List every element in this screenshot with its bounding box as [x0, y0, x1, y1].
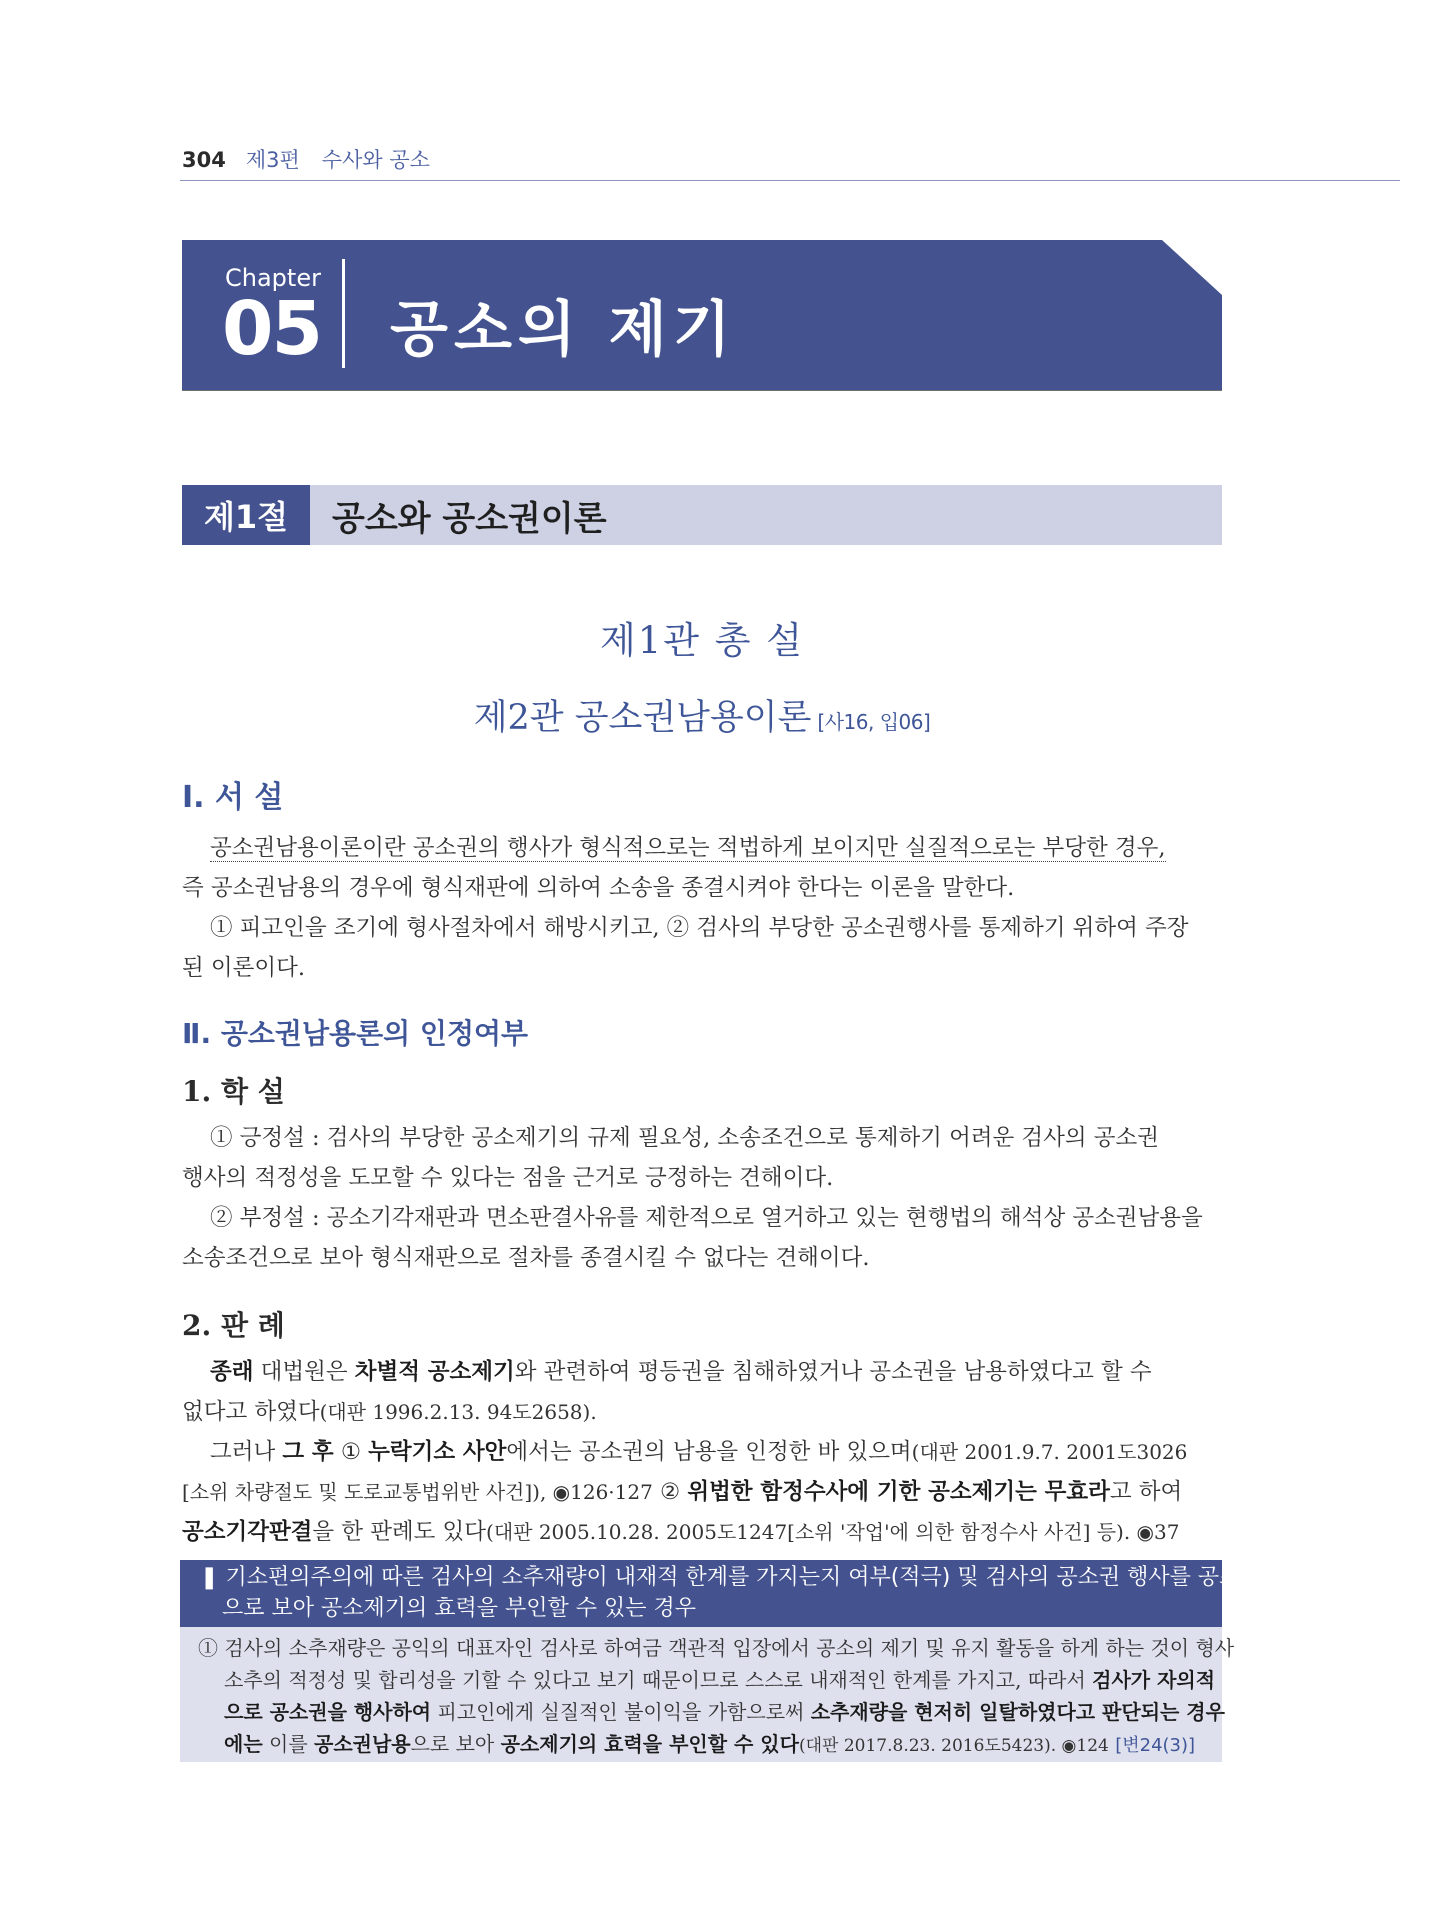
- subsection-heading-2-title: 제2관 공소권남용이론: [473, 698, 812, 738]
- intro-line-2: 즉 공소권남용의 경우에 형식재판에 의하여 소송을 종결시켜야 한다는 이론을 말한다.: [182, 875, 1015, 901]
- intro-line-1: 공소권남용이론이란 공소권의 행사가 형식적으로는 적법하게 보이지만 실질적으로는 부당한 경우,: [210, 835, 1166, 861]
- heading-theories: 1. 학 설: [182, 1075, 285, 1108]
- precedent-line-4: [소위 차량절도 및 도로교통법위반 사건]), ◉126·127 ② 위법한 함정수사에 기한 공소제기는 무효라고 하여: [182, 1479, 1183, 1505]
- subsection-heading-1: 제1관 총 설: [599, 619, 805, 662]
- theory-positive-line-2: 행사의 적정성을 도모할 수 있다는 점을 근거로 긍정하는 견해이다.: [182, 1165, 834, 1191]
- case-box-line-1: ① 검사의 소추재량은 공익의 대표자인 검사로 하여금 객관적 입장에서 공소의 제기 및 유지 활동을 하게 하는 것이 형사: [198, 1636, 1235, 1660]
- intro-line-4: 된 이론이다.: [182, 955, 305, 981]
- heading-recognition: Ⅱ. 공소권남용론의 인정여부: [182, 1017, 529, 1050]
- heading-intro: Ⅰ. 서 설: [182, 780, 284, 815]
- precedent-line-5: 공소기각판결을 한 판례도 있다(대판 2005.10.28. 2005도1247[소위 '작업'에 의한 함정수사 사건] 등). ◉37: [182, 1519, 1180, 1545]
- precedent-line-1: 종래 대법원은 차별적 공소제기와 관련하여 평등권을 침해하였거나 공소권을 남용하였다고 할 수: [210, 1359, 1152, 1385]
- case-box-line-2: 소추의 적정성 및 합리성을 기할 수 있다고 보기 때문이므로 스스로 내재적인 한계를 가지고, 따라서 검사가 자의적: [224, 1668, 1216, 1692]
- case-box-line-4: 에는 이를 공소권남용으로 보아 공소제기의 효력을 부인할 수 있다(대판 2017.8.23. 2016도5423). ◉124 [변24(3)]: [224, 1732, 1196, 1756]
- case-box-title: ❚ 기소편의주의에 따른 검사의 소추재량이 내재적 한계를 가지는지 여부(적극) 및 검사의 공소권 행사를 공소권의 남용 으로 보아 공소제기의 효력을 부인할 수 있는 경우: [200, 1565, 1333, 1621]
- chapter-number: 05: [222, 286, 321, 372]
- precedent-line-2: 없다고 하였다(대판 1996.2.13. 94도2658).: [182, 1399, 597, 1425]
- theory-negative-line-1: ② 부정설 : 공소기각재판과 면소판결사유를 제한적으로 열거하고 있는 현행법의 해석상 공소권남용을: [210, 1205, 1203, 1231]
- page-number: 304: [182, 148, 226, 172]
- chapter-label: Chapter: [225, 264, 321, 292]
- header-rule: [180, 180, 1400, 181]
- subsection-heading-2: [0, 690, 1404, 740]
- case-box-marker: ❚: [200, 1565, 219, 1590]
- exam-citation-box: [변24(3)]: [1115, 1735, 1196, 1756]
- section-number: 제1절: [182, 485, 310, 545]
- theory-negative-line-2: 소송조건으로 보아 형식재판으로 절차를 종결시킬 수 없다는 견해이다.: [182, 1245, 870, 1271]
- theory-positive-line-1: ① 긍정설 : 검사의 부당한 공소제기의 규제 필요성, 소송조건으로 통제하기 어려운 검사의 공소권: [210, 1125, 1159, 1151]
- part-label: 제3편: [245, 148, 300, 172]
- heading-precedent: 2. 판 례: [182, 1309, 285, 1342]
- precedent-line-3: 그러나 그 후 ① 누락기소 사안에서는 공소권의 남용을 인정한 바 있으며(대판 2001.9.7. 2001도3026: [210, 1439, 1188, 1465]
- chapter-title: 공소의 제기: [390, 295, 737, 365]
- section-title: 공소와 공소권이론: [332, 499, 607, 539]
- exam-citation: [사16, 입06]: [817, 710, 931, 734]
- intro-line-3: ① 피고인을 조기에 형사절차에서 해방시키고, ② 검사의 부당한 공소권행사를 통제하기 위하여 주장: [210, 915, 1189, 941]
- running-header: [182, 144, 430, 174]
- part-title: 수사와 공소: [321, 148, 430, 172]
- chapter-divider: [342, 259, 345, 368]
- case-box-line-3: 으로 공소권을 행사하여 피고인에게 실질적인 불이익을 가함으로써 소추재량을 현저히 일탈하였다고 판단되는 경우: [224, 1700, 1225, 1724]
